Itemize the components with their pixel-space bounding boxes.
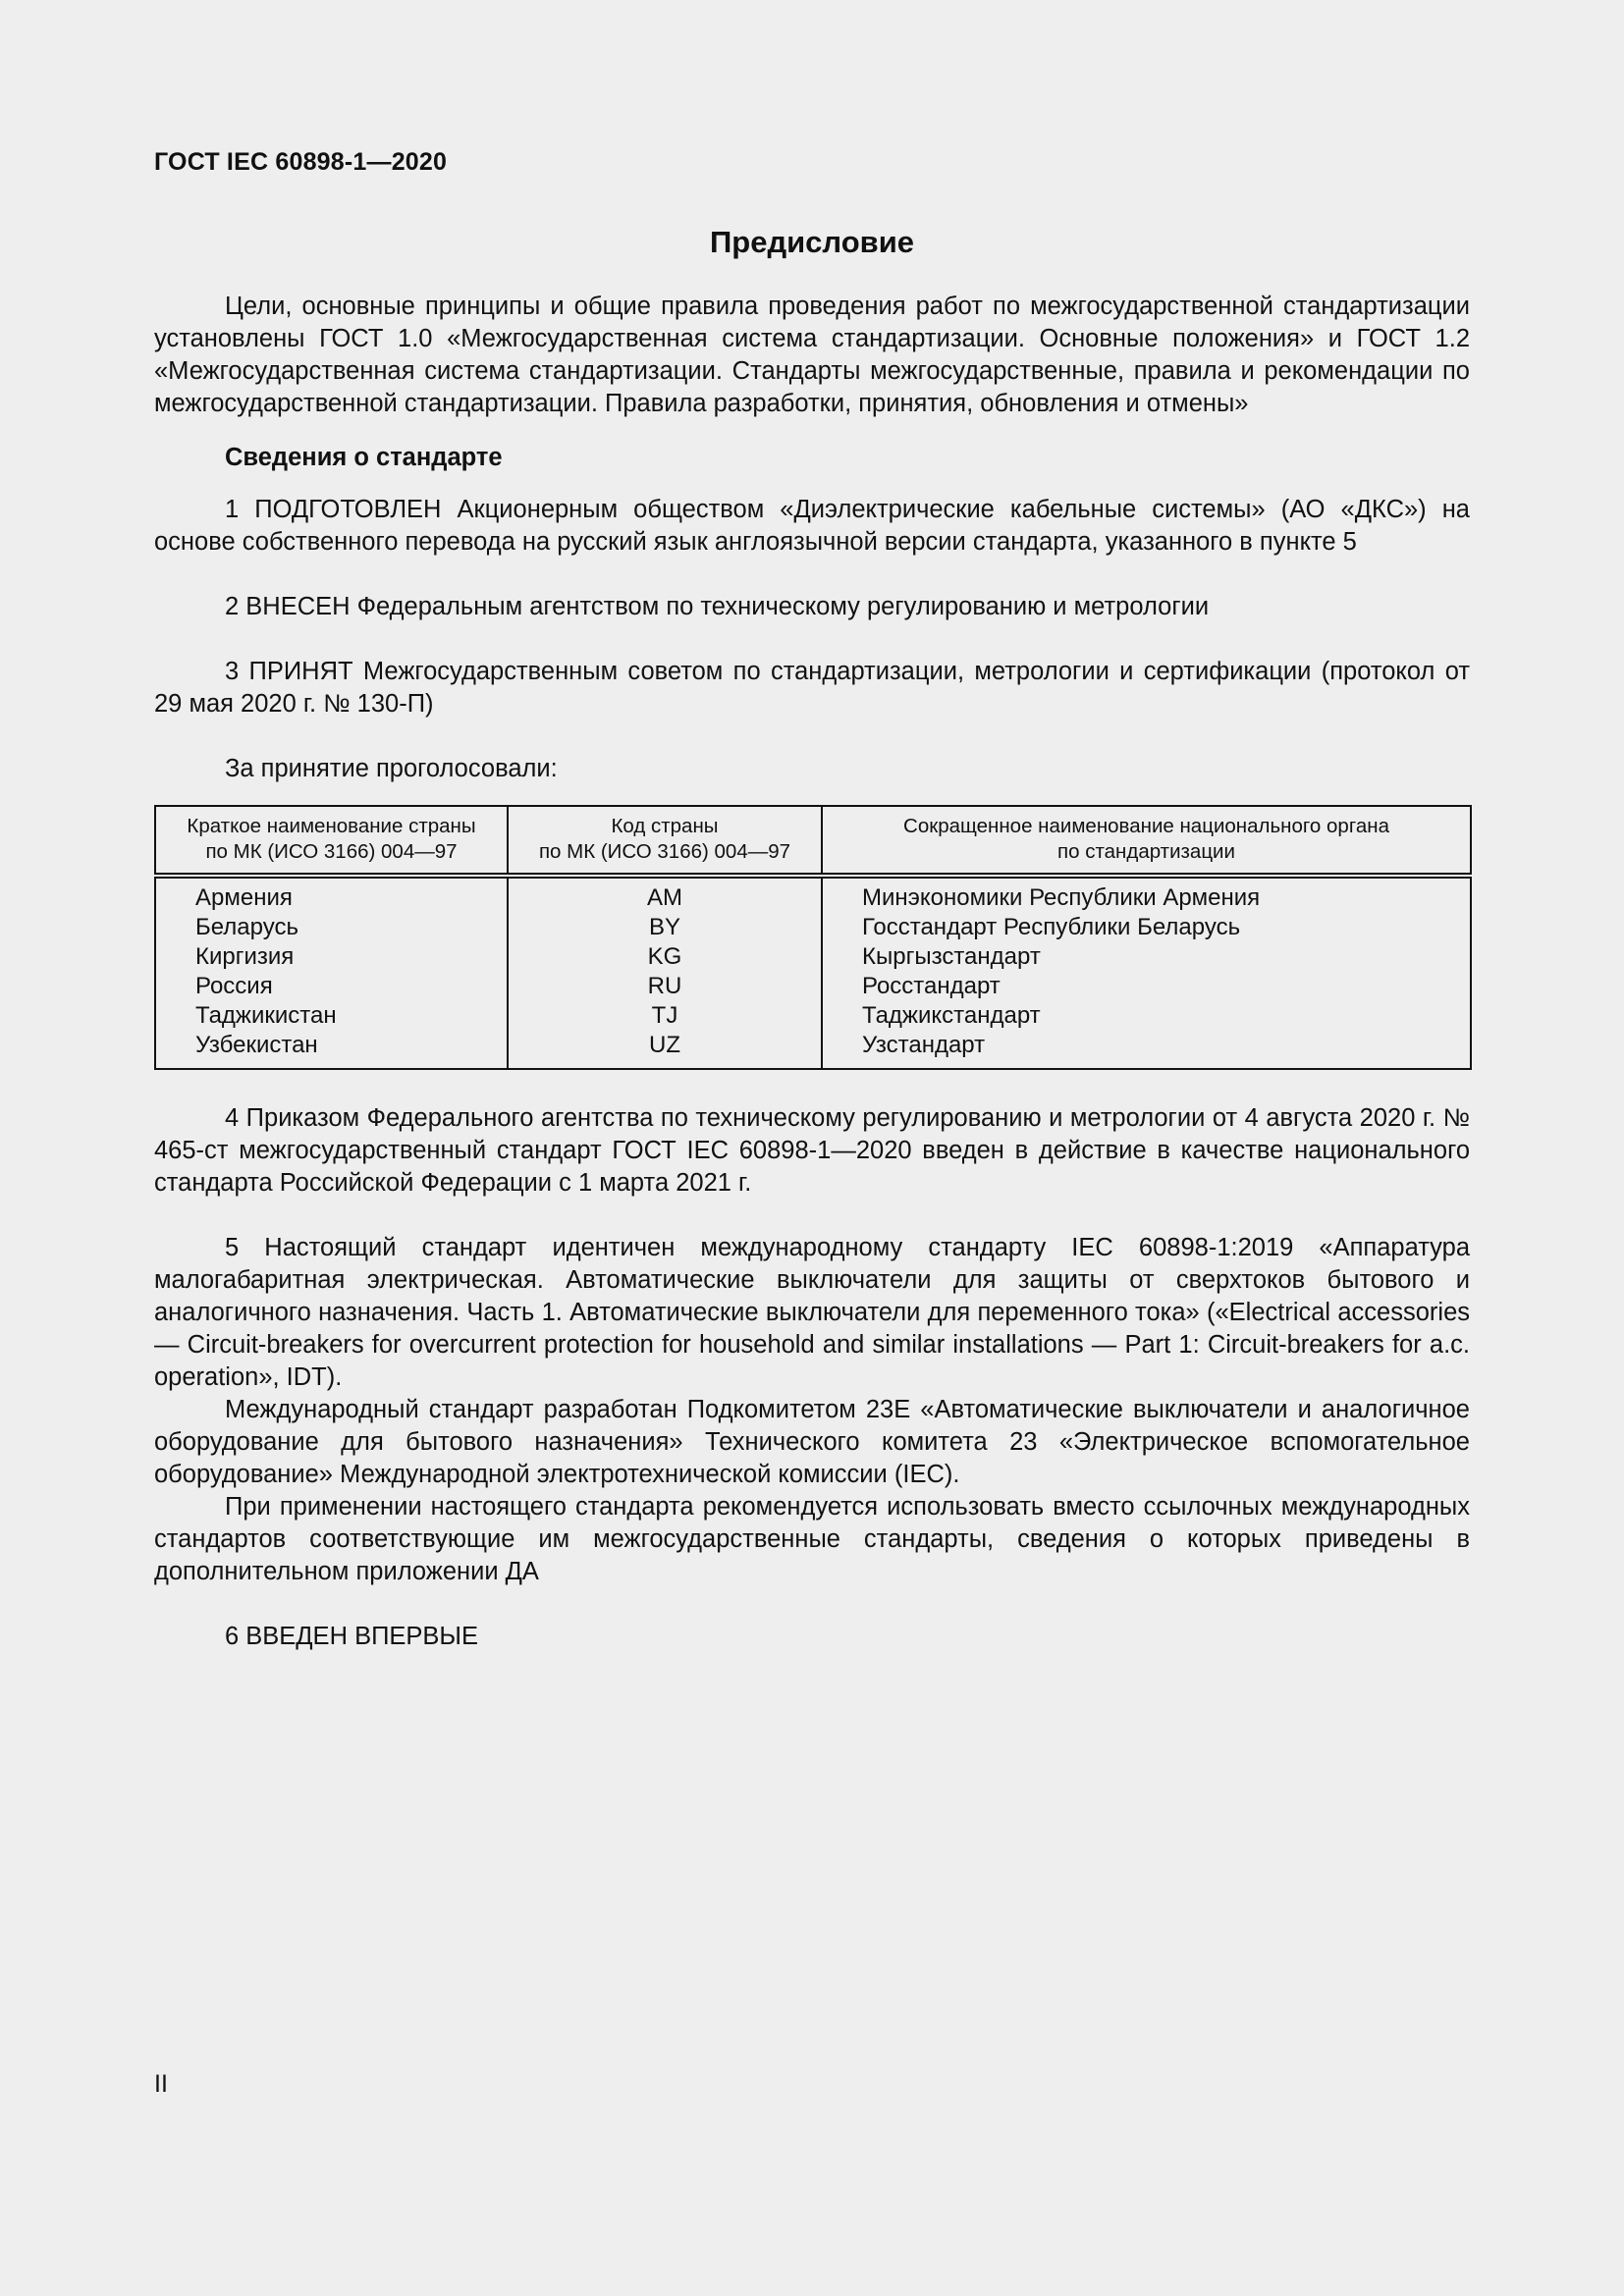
table-cell: Россия [195,973,273,999]
page-number: II [154,2070,168,2098]
table-cell: RU [647,973,682,999]
table-cell: TJ [651,1002,678,1029]
item-2-introduced: 2 ВНЕСЕН Федеральным агентством по техническому регулированию и метрологии [225,593,1210,620]
table-cell: UZ [649,1032,680,1058]
info-heading: Сведения о стандарте [225,444,503,471]
item-6-first-introduced: 6 ВВЕДЕН ВПЕРВЫЕ [225,1623,479,1650]
item-5-developer: Международный стандарт разработан Подкомитетом 23E «Автоматические выключатели и аналогичное оборудование для бытового назначения» Технического комитета 23 «Электрическое вспомогательное оборудование» Международной электротехнической комиссии (IEC). [154,1396,1470,1488]
foreword-body [154,291,1470,1653]
item-3-adopted: 3 ПРИНЯТ Межгосударственным советом по стандартизации, метрологии и сертификации (протокол от 29 мая 2020 г. № 130-П) [154,658,1470,718]
item-5-references: При применении настоящего стандарта рекомендуется использовать вместо ссылочных международных стандартов соответствующие им межгосударственные стандарты, сведения о которых приведены в дополнительном приложении ДА [154,1493,1470,1585]
table-cell: Минэкономики Республики Армения [862,884,1261,911]
national-bodies-cell [822,876,1471,1069]
country-names-cell [155,876,508,1069]
item-1-prepared: 1 ПОДГОТОВЛЕН Акционерным обществом «Диэлектрические кабельные системы» (АО «ДКС») на основе собственного перевода на русский язык англоязычной версии стандарта, указанного в пункте 5 [154,496,1470,556]
document-code-header: ГОСТ IEC 60898-1—2020 [154,148,448,176]
header-country-code: Код страны по МК (ИСО 3166) 004—97 [508,806,822,876]
table-cell: Узбекистан [195,1032,318,1058]
table-cell: Росстандарт [862,973,1001,999]
item-4-order: 4 Приказом Федерального агентства по техническому регулированию и метрологии от 4 августа 2020 г. № 465-ст межгосударственный стандарт ГОСТ IEC 60898-1—2020 введен в действие в качестве национального стандарта Российской Федерации с 1 марта 2021 г. [154,1104,1470,1197]
page-title: Предисловие [709,225,914,259]
header-country-name: Краткое наименование страны по МК (ИСО 3166) 004—97 [155,806,508,876]
intro-paragraph: Цели, основные принципы и общие правила проведения работ по межгосударственной стандартизации установлены ГОСТ 1.0 «Межгосударственная система стандартизации. Основные положения» и ГОСТ 1.2 «Межгосударственная система стандартизации. Стандарты межгосударственные, правила и рекомендации по межгосударственной стандартизации. Правила разработки, принятия, обновления и отмены» [154,293,1470,417]
table-body-row [155,876,1471,1069]
country-codes-cell [508,876,822,1069]
voting-table-wrapper [154,805,1470,1070]
vote-intro: За принятие проголосовали: [225,755,558,782]
table-cell: Киргизия [195,943,295,970]
table-cell: Таджикистан [195,1002,337,1029]
voting-table [154,805,1472,1070]
table-cell: AM [647,884,682,911]
table-cell: Беларусь [195,914,298,940]
item-5-identical: 5 Настоящий стандарт идентичен международному стандарту IEC 60898-1:2019 «Аппаратура малогабаритная электрическая. Автоматические выключатели для защиты от сверхтоков бытового и аналогичного назначения. Часть 1. Автоматические выключатели для переменного тока» («Electrical accessories — Circuit-breakers for overcurrent protection for household and similar installations — Part 1: Circuit-breakers for a.c. operation», IDT). [154,1234,1470,1391]
table-cell: Армения [195,884,293,911]
table-cell: BY [648,914,680,940]
table-header-row [155,806,1471,876]
table-cell: Кыргызстандарт [862,943,1041,970]
table-cell: Госстандарт Республики Беларусь [862,914,1241,940]
table-cell: KG [647,943,682,970]
header-national-body: Сокращенное наименование национального органа по стандартизации [822,806,1471,876]
table-cell: Таджикстандарт [862,1002,1041,1029]
table-cell: Узстандарт [862,1032,986,1058]
